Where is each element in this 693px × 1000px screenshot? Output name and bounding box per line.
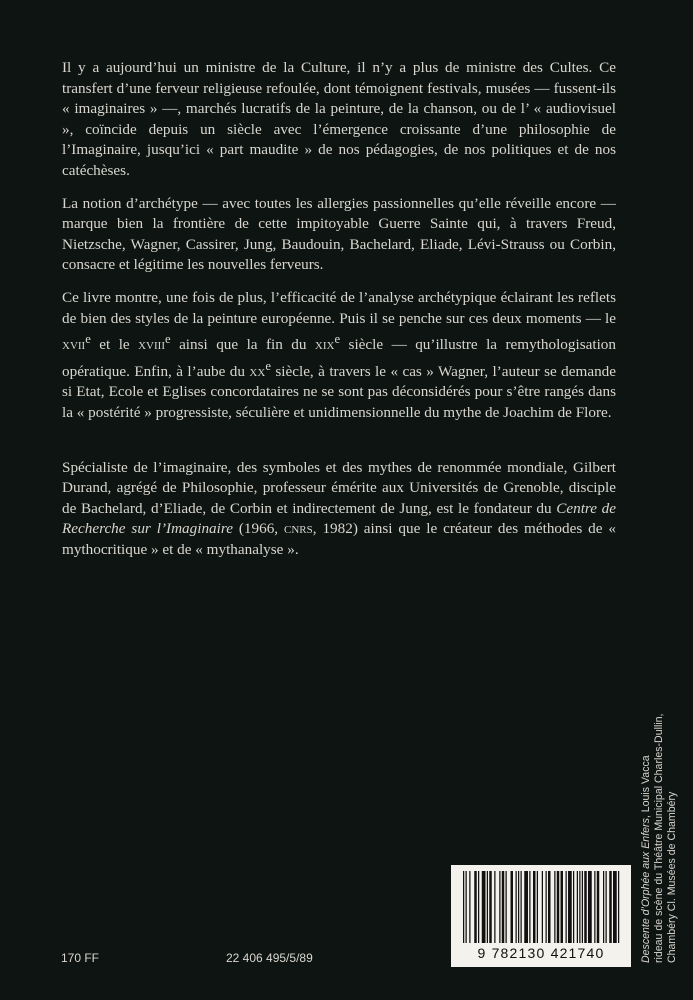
barcode-bar <box>474 871 477 943</box>
paragraph-3-part-e: siècle, à travers le « cas » Wagner, l’auteur se demande si Etat, Ecole et Eglises concordataires ne se sont pas déconsidérés pour s’être rangés dans la « postérité » progressiste, séculière et unidimensionnelle du mythe de Joachim de Flore. <box>62 362 616 422</box>
barcode-bar <box>482 871 486 943</box>
bio-part-c: , 1982) ainsi que le créateur des méthodes de « mythocritique » et de « mythanalyse ». <box>62 520 616 558</box>
barcode-bar <box>546 871 547 943</box>
barcode-bar <box>518 871 519 943</box>
barcode-bar <box>463 871 464 943</box>
barcode-bar <box>613 871 617 943</box>
barcode-bar <box>516 871 517 943</box>
cnrs-abbr: cnrs <box>284 520 313 538</box>
paragraph-3-part-b: et le <box>90 336 139 354</box>
century-20: xx <box>249 362 266 380</box>
paragraph-3-part-d: siècle — qu’illustre la remythologisation opératique. Enfin, à l’aube du <box>62 336 616 380</box>
paragraph-3-part-c: ainsi que la fin du <box>170 336 315 354</box>
price: 170 FF <box>61 951 100 965</box>
barcode-bar <box>466 871 467 943</box>
barcode-bar <box>557 871 560 943</box>
barcode-bar <box>511 871 514 943</box>
barcode-bar <box>533 871 536 943</box>
barcode-bar <box>502 871 505 943</box>
barcode-bar <box>521 871 522 943</box>
artwork-title: Descente d’Orphée aux Enfers <box>640 818 652 963</box>
barcode-bar <box>499 871 500 943</box>
bio-part-b: (1966, <box>232 520 284 538</box>
barcode-bars <box>461 871 621 943</box>
centre-name: Centre de Recherche sur l’Imaginaire <box>62 499 616 538</box>
century-superscript: e <box>85 332 91 347</box>
barcode-bar <box>529 871 530 943</box>
credit-line-1 <box>640 663 653 963</box>
isbn-number: 9 782130 421740 <box>477 945 605 961</box>
barcode-bar <box>524 871 528 943</box>
artwork-artist: , Louis Vacca <box>640 755 652 819</box>
blurb-text <box>62 58 616 573</box>
barcode-bar <box>588 871 592 943</box>
century-superscript: e <box>265 358 271 373</box>
barcode-bar <box>537 871 538 943</box>
barcode-bar <box>618 871 619 943</box>
century-superscript: e <box>334 332 341 347</box>
barcode-bar <box>561 871 564 943</box>
paragraph-1: Il y a aujourd’hui un ministre de la Culture, il n’y a plus de ministre des Cultes. Ce transfert d’une ferveur religieuse refoulée, dont témoignent festivals, musées — fussent-ils « imaginaires » —, marchés lucratifs de la peinture, de la chanson, ou de l’ « audiovisuel », coïncide depuis un siècle avec l’émergence croissante d’une philosophie de l’Imaginaire, jusqu’ici « part maudite » de nos pédagogies, de nos politiques et de nos catéchèses. <box>62 59 616 179</box>
credit-line-2: rideau de scène du Théâtre Municipal Charles-Dullin, <box>653 713 665 963</box>
barcode-bar <box>478 871 479 943</box>
barcode-bar <box>573 871 574 943</box>
paragraph-3 <box>62 288 616 424</box>
barcode-bar <box>506 871 507 943</box>
bio-part-a: Spécialiste de l’imaginaire, des symboles et des mythes de renommée mondiale, Gilbert Durand, agrégé de Philosophie, professeur émérite aux Universités de Grenoble, disciple de Bachelard, d’Eliade, de Corbin et indirectement de Jung, est le fondateur du <box>62 458 616 517</box>
barcode-bar <box>542 871 543 943</box>
illustration-credit <box>640 663 679 963</box>
barcode-bar <box>606 871 607 943</box>
barcode-bar <box>469 871 470 943</box>
barcode-bar <box>568 871 572 943</box>
century-19: xix <box>314 336 335 354</box>
barcode-bar <box>494 871 495 943</box>
barcode-bar <box>582 871 583 943</box>
century-17: xvii <box>62 336 86 354</box>
barcode-bar <box>579 871 580 943</box>
barcode-bar <box>584 871 587 943</box>
century-superscript: e <box>165 332 171 347</box>
barcode-bar <box>548 871 551 943</box>
barcode-bar <box>577 871 578 943</box>
catalog-code: 22 406 495/5/89 <box>226 951 313 965</box>
barcode-bar <box>489 871 492 943</box>
barcode-bar <box>609 871 612 943</box>
barcode <box>451 865 631 967</box>
barcode-bar <box>566 871 567 943</box>
paragraph-3-part-a: Ce livre montre, une fois de plus, l’efficacité de l’analyse archétypique éclairant les reflets de bien des styles de la peinture européenne. Puis il se penche sur ces deux moments — le <box>62 288 616 327</box>
author-bio <box>62 458 616 561</box>
paragraph-2: La notion d’archétype — avec toutes les allergies passionnelles qu’elle réveille encore — marque bien la frontière de cette impitoyable Guerre Sainte qui, à travers Freud, Nietzsche, Wagner, Cassirer, Jung, Baudouin, Bachelard, Eliade, Lévi-Strauss ou Corbin, consacre et légitime les nouvelles ferveurs. <box>62 194 616 274</box>
barcode-bar <box>603 871 604 943</box>
barcode-bar <box>597 871 600 943</box>
barcode-bar <box>487 871 488 943</box>
century-18: xviii <box>138 336 165 354</box>
barcode-bar <box>554 871 555 943</box>
credit-line-3: Chambéry Cl. Musées de Chambéry <box>666 791 678 963</box>
barcode-bar <box>594 871 595 943</box>
